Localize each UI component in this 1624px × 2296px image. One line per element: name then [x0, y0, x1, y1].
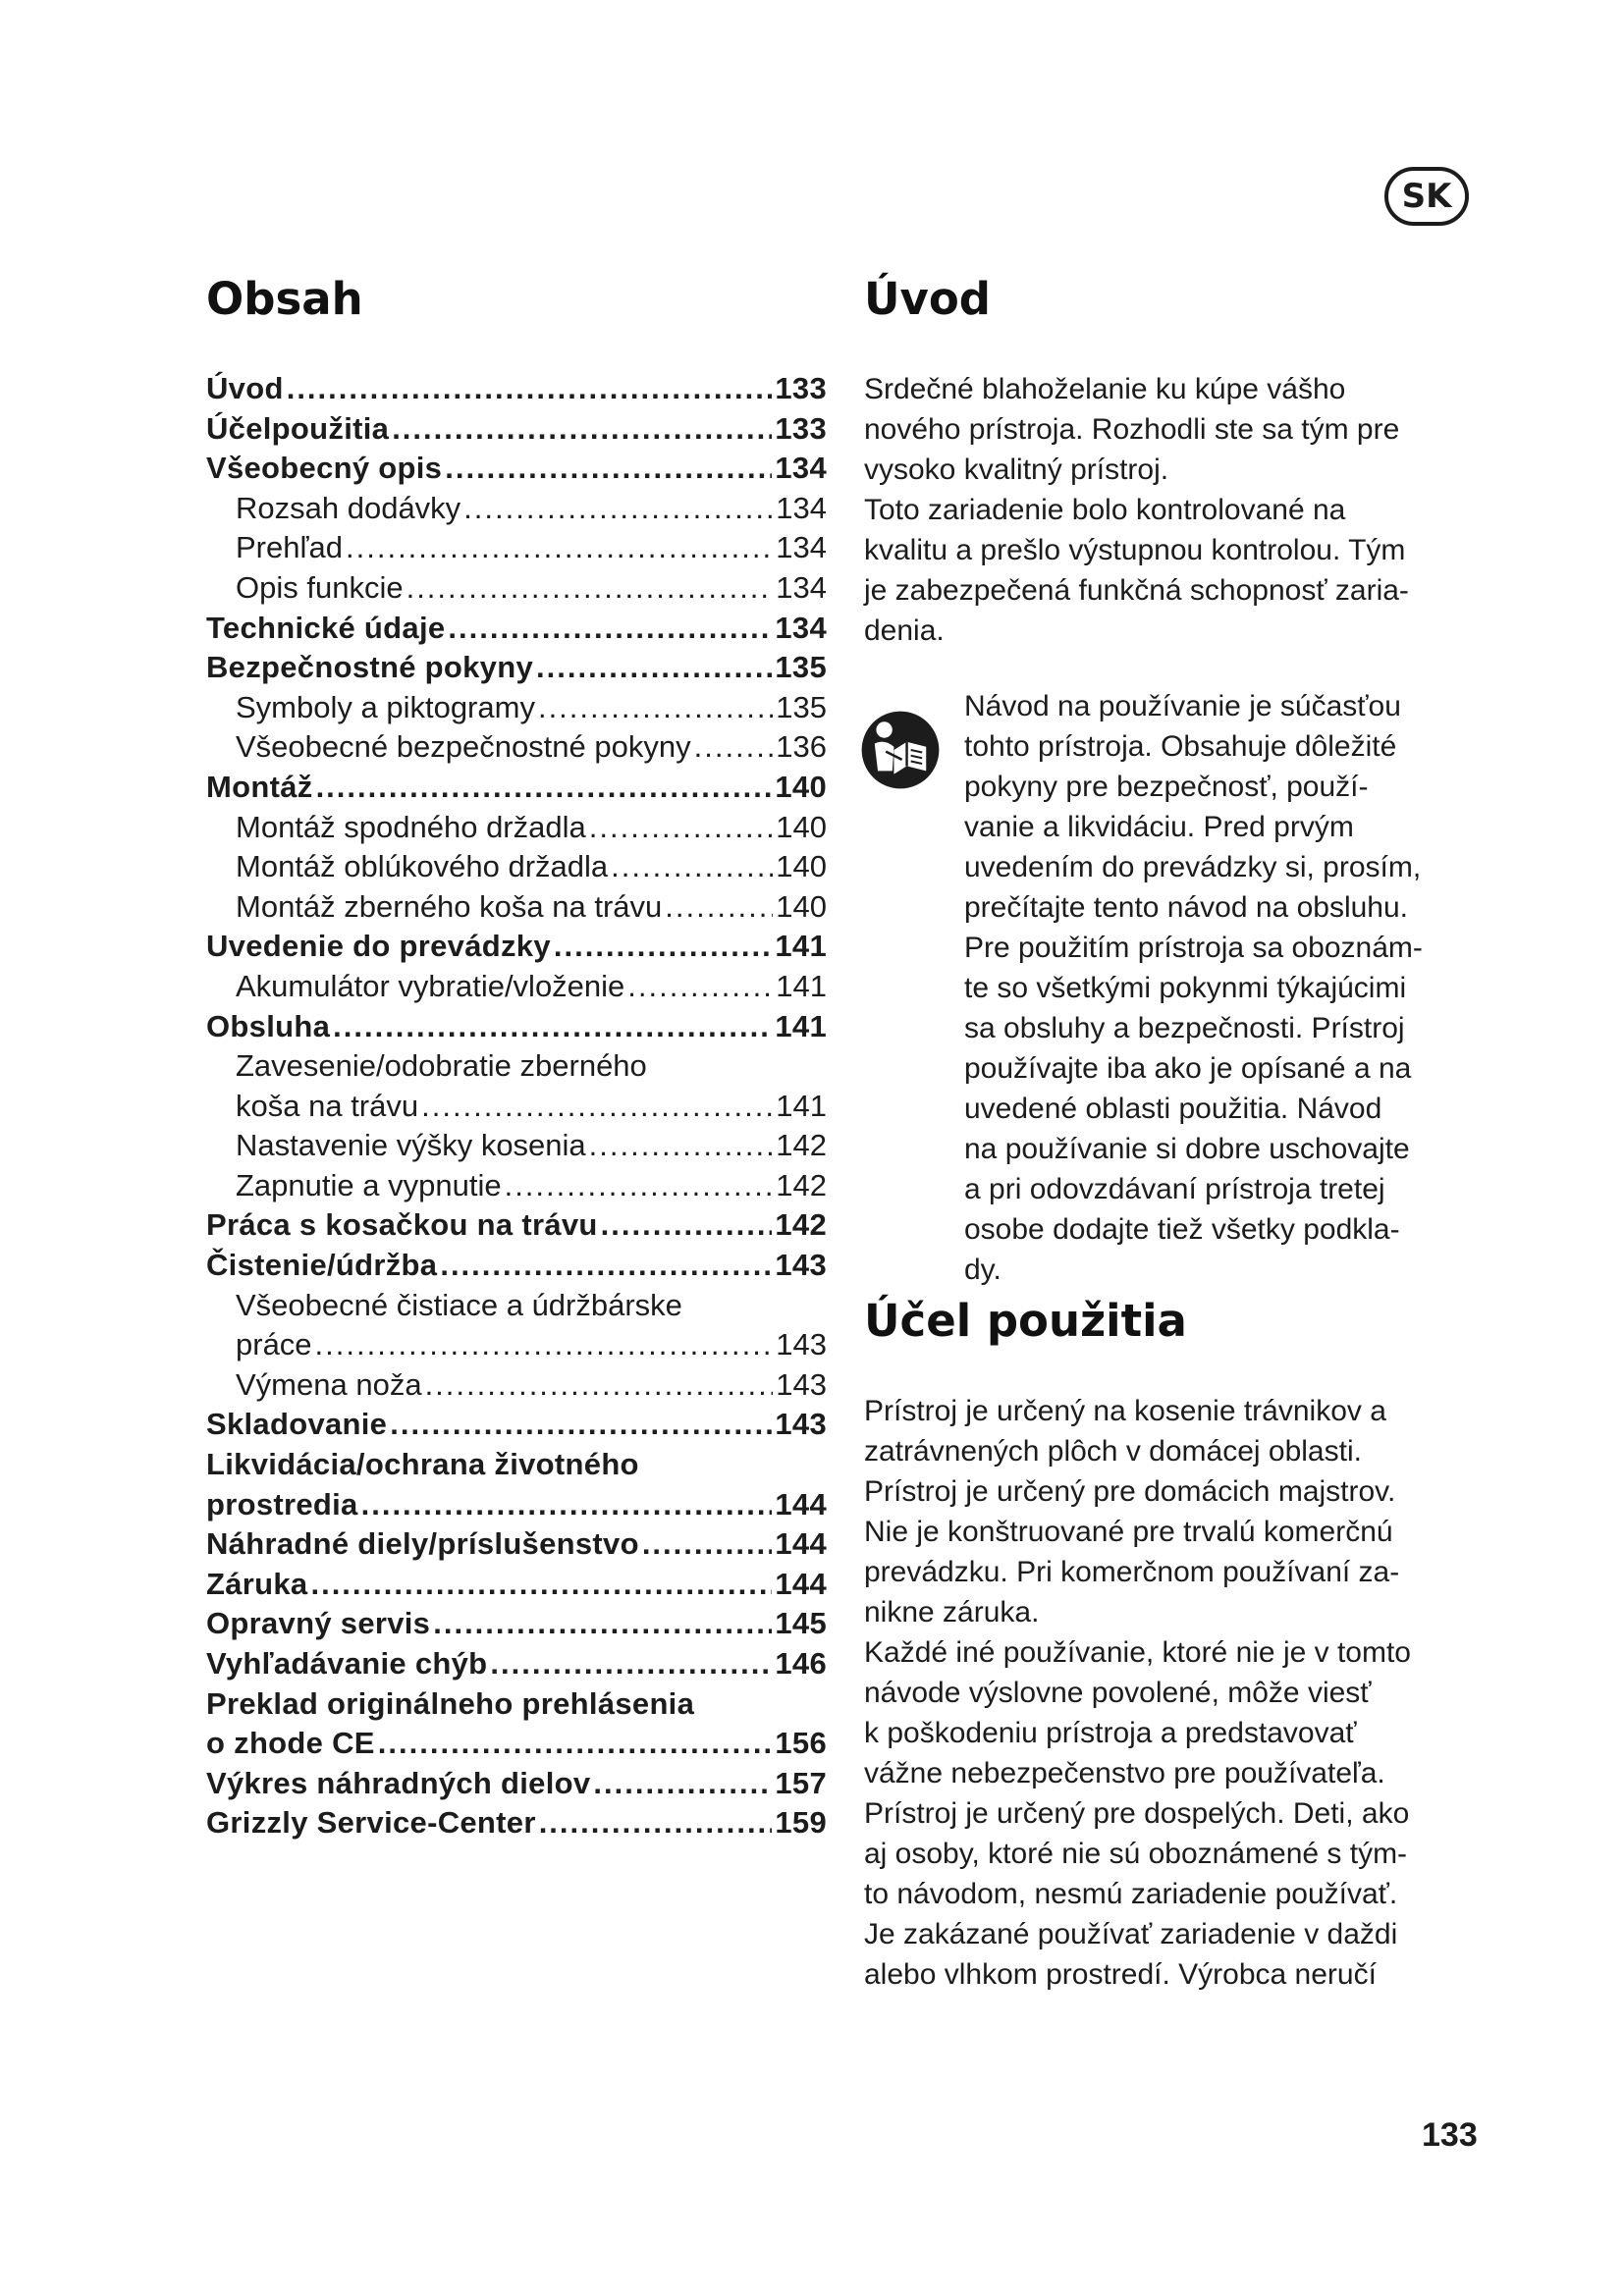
toc-entry-label: Práca s kosačkou na trávu — [206, 1207, 598, 1243]
toc-entry — [206, 1405, 827, 1445]
toc-dot-leader — [445, 449, 772, 489]
read-manual-note — [864, 686, 1492, 1289]
toc-entry — [206, 1724, 827, 1764]
toc-dot-leader — [611, 847, 773, 887]
toc-entry — [206, 528, 827, 568]
toc-dot-leader — [589, 1126, 774, 1166]
toc-entry-page: 141 — [775, 1008, 827, 1043]
toc-entry-page: 135 — [775, 650, 827, 685]
toc-entry-label: Záruka — [206, 1566, 308, 1601]
toc-dot-leader — [505, 1166, 774, 1206]
toc-dot-leader — [310, 1565, 772, 1605]
toc-entry — [206, 1644, 827, 1684]
toc-entry — [206, 369, 827, 409]
toc-entry-label: Úvod — [206, 371, 284, 405]
toc-entry — [206, 1166, 827, 1206]
toc-entry-page: 144 — [775, 1486, 827, 1522]
toc-dot-leader — [490, 1644, 772, 1684]
toc-dot-leader — [406, 568, 774, 609]
toc-entry-page: 134 — [775, 610, 827, 645]
toc-entry — [206, 768, 827, 808]
toc-entry-page: 143 — [775, 1248, 827, 1283]
toc-entry-page: 135 — [776, 689, 827, 724]
toc-entry — [206, 887, 827, 928]
toc-dot-leader — [642, 1524, 773, 1565]
toc-entry — [206, 1205, 827, 1246]
toc-entry — [206, 449, 827, 489]
intro-text: Srdečné blahoželanie ku kúpe vášho nového prístroja. Rozhodli ste sa tým pre vysoko kvalitný prístroj. Toto zariadenie bolo kontrolované na kvalitu a prešlo výstupnou kontrolou. Tým je zabezpečená funkčná schopnosť zaria- denia. — [864, 373, 1409, 647]
toc-entry-label: Opis funkcie — [236, 569, 404, 605]
toc-entry — [206, 609, 827, 649]
toc-title: Obsah — [206, 273, 363, 325]
toc-dot-leader — [538, 688, 773, 728]
toc-entry-page: 159 — [775, 1805, 827, 1841]
toc-entry-label: Montáž — [206, 769, 313, 804]
toc-dot-leader — [425, 1365, 774, 1406]
toc-entry-label: Akumulátor vybratie/vloženie — [236, 968, 625, 1003]
toc-entry-page: 140 — [776, 849, 827, 884]
toc-entry-label: Zavesenie/odobratie zberného — [236, 1048, 647, 1084]
toc-entry-label: Montáž spodného držadla — [236, 809, 586, 844]
toc-entry — [206, 568, 827, 609]
toc-entry — [206, 1046, 827, 1087]
toc-entry-page: 141 — [776, 968, 827, 1003]
toc-list — [206, 369, 827, 1843]
toc-dot-leader — [421, 1087, 773, 1127]
toc-entry — [206, 688, 827, 728]
toc-entry-page: 133 — [775, 410, 827, 446]
toc-entry-page: 140 — [776, 888, 827, 924]
toc-entry-page: 140 — [775, 769, 827, 804]
toc-dot-leader — [433, 1604, 772, 1644]
toc-entry-label: Výmena noža — [236, 1366, 422, 1402]
toc-entry-page: 143 — [775, 1407, 827, 1442]
toc-entry-label: Opravný servis — [206, 1606, 431, 1641]
toc-entry — [206, 409, 827, 450]
toc-dot-leader — [333, 1007, 772, 1047]
toc-entry-label: koša na trávu — [236, 1088, 419, 1123]
toc-dot-leader — [378, 1724, 773, 1764]
toc-entry-label: Uvedenie do prevádzky — [206, 929, 551, 964]
toc-entry-label: Rozsah dodávky — [236, 490, 461, 525]
note-text: Návod na používanie je súčasťou tohto prístroja. Obsahuje dôležité pokyny pre bezpečnosť, použí- vanie a likvidáciu. Pred prvým uvedením do prevádzky si, prosím, prečítajte tento návod na obsluhu. Pre použitím prístroja sa oboznám- te so všetkými pokynmi týkajúcimi sa obsluhy a bezpečnosti. Prístroj používajte iba ako je opísané a na uvedené oblasti použitia. Návod na používanie si dobre uschovajte a pri odovzdávaní prístroja tretej osobe dodajte tiež všetky podkla- dy. — [964, 690, 1423, 1286]
toc-entry — [206, 1286, 827, 1326]
toc-entry-page: 141 — [776, 1088, 827, 1123]
toc-entry-label: Náhradné diely/príslušenstvo — [206, 1526, 639, 1562]
toc-dot-leader — [440, 1246, 772, 1286]
toc-entry-page: 142 — [776, 1167, 827, 1202]
toc-dot-leader — [554, 927, 773, 967]
toc-entry-page: 144 — [775, 1526, 827, 1562]
purpose-heading: Účel použitia — [864, 1295, 1187, 1347]
toc-entry — [206, 927, 827, 967]
toc-entry — [206, 648, 827, 688]
toc-entry-label: Výkres náhradných dielov — [206, 1765, 591, 1800]
toc-entry — [206, 1524, 827, 1565]
toc-dot-leader — [287, 369, 773, 409]
toc-entry-label: Zapnutie a vypnutie — [236, 1167, 502, 1202]
toc-entry-label: Grizzly Service-Center — [206, 1805, 536, 1841]
toc-entry-page: 133 — [775, 371, 827, 405]
toc-dot-leader — [665, 887, 773, 928]
toc-entry — [206, 1087, 827, 1127]
toc-entry-label: Montáž zberného koša na trávu — [236, 888, 663, 924]
toc-entry-page: 156 — [775, 1726, 827, 1761]
toc-entry-page: 136 — [776, 729, 827, 765]
toc-entry — [206, 1007, 827, 1047]
toc-entry-label: Všeobecné čistiace a údržbárske — [236, 1287, 682, 1322]
toc-entry — [206, 1445, 827, 1485]
toc-entry-label: Vyhľadávanie chýb — [206, 1646, 488, 1681]
toc-dot-leader — [315, 1325, 774, 1365]
toc-entry-label: Účelpoužitia — [206, 410, 390, 446]
toc-entry — [206, 1485, 827, 1525]
toc-entry — [206, 1684, 827, 1725]
toc-entry-label: Všeobecný opis — [206, 451, 443, 486]
toc-entry — [206, 489, 827, 529]
toc-entry-label: práce — [236, 1327, 312, 1362]
toc-dot-leader — [463, 489, 773, 529]
toc-entry-label: Bezpečnostné pokyny — [206, 650, 534, 685]
toc-entry-page: 140 — [776, 809, 827, 844]
toc-dot-leader — [316, 768, 773, 808]
toc-entry-page: 134 — [775, 451, 827, 486]
toc-entry-label: Symboly a piktogramy — [236, 689, 535, 724]
toc-entry-page: 142 — [775, 1207, 827, 1243]
toc-dot-leader — [593, 1764, 772, 1804]
toc-entry-label: Technické údaje — [206, 610, 446, 645]
toc-dot-leader — [392, 409, 772, 450]
toc-entry — [206, 1565, 827, 1605]
toc-dot-leader — [361, 1485, 773, 1525]
toc-entry-page: 143 — [776, 1366, 827, 1402]
toc-entry — [206, 1246, 827, 1286]
toc-entry-page: 134 — [776, 490, 827, 525]
toc-dot-leader — [390, 1405, 772, 1445]
toc-entry-page: 141 — [775, 929, 827, 964]
toc-entry-label: Obsluha — [206, 1008, 331, 1043]
toc-entry-label: prostredia — [206, 1486, 358, 1522]
toc-entry — [206, 967, 827, 1007]
toc-dot-leader — [694, 727, 774, 768]
toc-dot-leader — [346, 528, 773, 568]
toc-entry — [206, 727, 827, 768]
toc-entry-page: 146 — [775, 1646, 827, 1681]
toc-entry-label: Likvidácia/ochrana životného — [206, 1447, 639, 1482]
toc-entry-label: Nastavenie výšky kosenia — [236, 1128, 586, 1163]
toc-entry-label: Čistenie/údržba — [206, 1248, 438, 1283]
country-code-badge: SK — [1384, 167, 1469, 226]
toc-entry — [206, 1764, 827, 1804]
table-of-contents — [206, 267, 827, 1843]
toc-entry — [206, 808, 827, 848]
toc-entry — [206, 1365, 827, 1406]
toc-entry — [206, 1126, 827, 1166]
toc-dot-leader — [601, 1205, 773, 1246]
intro-heading: Úvod — [864, 273, 992, 325]
toc-dot-leader — [539, 1803, 773, 1843]
toc-entry-label: Skladovanie — [206, 1407, 388, 1442]
toc-entry-label: Preklad originálneho prehlásenia — [206, 1685, 695, 1721]
toc-entry — [206, 1604, 827, 1644]
toc-dot-leader — [536, 648, 772, 688]
toc-entry-page: 134 — [776, 569, 827, 605]
toc-entry — [206, 847, 827, 887]
toc-dot-leader — [589, 808, 774, 848]
purpose-text: Prístroj je určený na kosenie trávnikov a zatrávnených plôch v domácej oblasti. Prístroj je určený pre domácich majstrov. Nie je konštruované pre trvalú komerčnú prevádzku. Pri komerčnom používaní za- nikne záruka. Každé iné používanie, ktoré nie je v tomto návode výslovne povolené, môže viesť k poškodeniu prístroja a predstavovať vážne nebezpečenstvo pre používateľa. Prístroj je určený pre dospelých. Deti, ako aj osoby, ktoré nie sú oboznámené s tým- to návodom, nesmú zariadenie používať. Je zakázané používať zariadenie v daždi alebo vlhkom prostredí. Výrobca neručí — [864, 1395, 1411, 1991]
toc-entry-label: Všeobecné bezpečnostné pokyny — [236, 729, 691, 765]
toc-entry-page: 157 — [775, 1765, 827, 1800]
read-manual-icon — [860, 710, 941, 790]
toc-entry — [206, 1325, 827, 1365]
toc-entry-label: Montáž oblúkového držadla — [236, 849, 609, 884]
toc-entry-page: 145 — [775, 1606, 827, 1641]
toc-dot-leader — [448, 609, 772, 649]
toc-entry-label: Prehľad — [236, 530, 343, 565]
toc-entry — [206, 1803, 827, 1843]
main-content — [864, 267, 1492, 1995]
toc-entry-page: 143 — [776, 1327, 827, 1362]
page-number: 133 — [1422, 2116, 1478, 2154]
toc-entry-label: o zhode CE — [206, 1726, 375, 1761]
toc-entry-page: 144 — [775, 1566, 827, 1601]
toc-entry-page: 142 — [776, 1128, 827, 1163]
toc-entry-page: 134 — [776, 530, 827, 565]
toc-dot-leader — [627, 967, 773, 1007]
